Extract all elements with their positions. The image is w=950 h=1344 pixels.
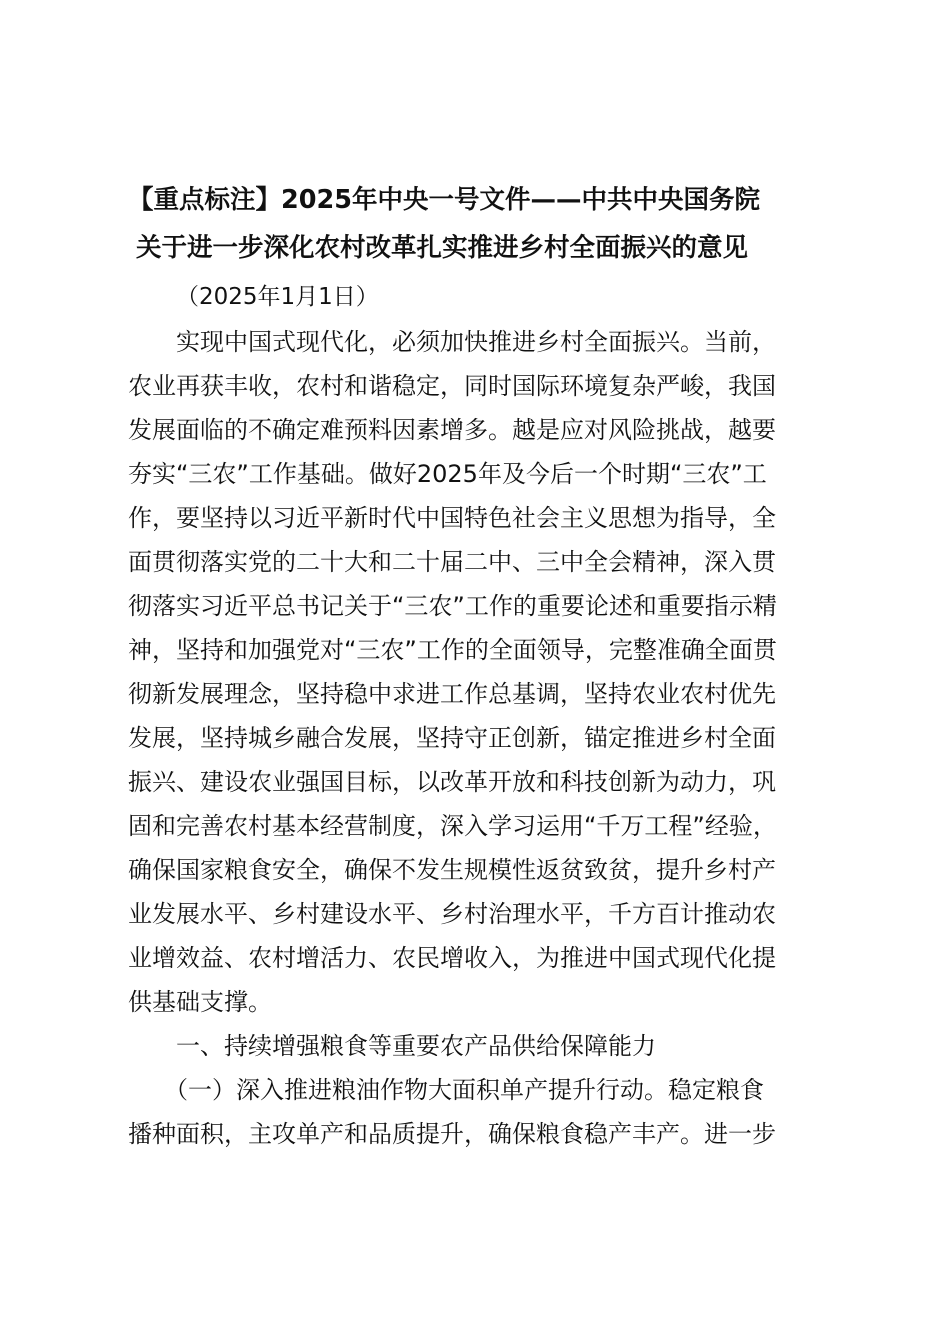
body-text-line: 确保国家粮食安全，确保不发生规模性返贫致贫，提升乡村产 xyxy=(128,856,776,884)
body-text-line: 农业再获丰收，农村和谐稳定，同时国际环境复杂严峻，我国 xyxy=(128,372,776,400)
body-text-line: 彻新发展理念，坚持稳中求进工作总基调，坚持农业农村优先 xyxy=(128,680,776,708)
document-title-line-2: 关于进一步深化农村改革扎实推进乡村全面振兴的意见 xyxy=(136,233,749,263)
body-text-line: 播种面积，主攻单产和品质提升，确保粮食稳产丰产。进一步 xyxy=(128,1120,776,1148)
body-text-line: 面贯彻落实党的二十大和二十届二中、三中全会精神，深入贯 xyxy=(128,548,776,576)
document-title-line-1: 【重点标注】2025年中央一号文件——中共中央国务院 xyxy=(128,185,760,215)
body-text-line: 实现中国式现代化，必须加快推进乡村全面振兴。当前， xyxy=(128,328,776,356)
document-date: （2025年1月1日） xyxy=(176,284,379,310)
body-text-line: 夯实“三农”工作基础。做好2025年及今后一个时期“三农”工 xyxy=(128,460,767,488)
body-text-line: （一）深入推进粮油作物大面积单产提升行动。稳定粮食 xyxy=(128,1076,764,1104)
body-text-line: 发展面临的不确定难预料因素增多。越是应对风险挑战，越要 xyxy=(128,416,776,444)
body-text-line: 供基础支撑。 xyxy=(128,988,272,1016)
body-text-line: 振兴、建设农业强国目标，以改革开放和科技创新为动力，巩 xyxy=(128,768,776,796)
body-text-line: 固和完善农村基本经营制度，深入学习运用“千万工程”经验， xyxy=(128,812,777,840)
section-heading: 一、持续增强粮食等重要农产品供给保障能力 xyxy=(128,1032,656,1060)
body-text-line: 作，要坚持以习近平新时代中国特色社会主义思想为指导，全 xyxy=(128,504,776,532)
body-text-line: 业增效益、农村增活力、农民增收入，为推进中国式现代化提 xyxy=(128,944,776,972)
body-text-line: 业发展水平、乡村建设水平、乡村治理水平，千方百计推动农 xyxy=(128,900,776,928)
body-text-line: 彻落实习近平总书记关于“三农”工作的重要论述和重要指示精 xyxy=(128,592,777,620)
body-text-line: 发展，坚持城乡融合发展，坚持守正创新，锚定推进乡村全面 xyxy=(128,724,776,752)
body-text-line: 神，坚持和加强党对“三农”工作的全面领导，完整准确全面贯 xyxy=(128,636,777,664)
